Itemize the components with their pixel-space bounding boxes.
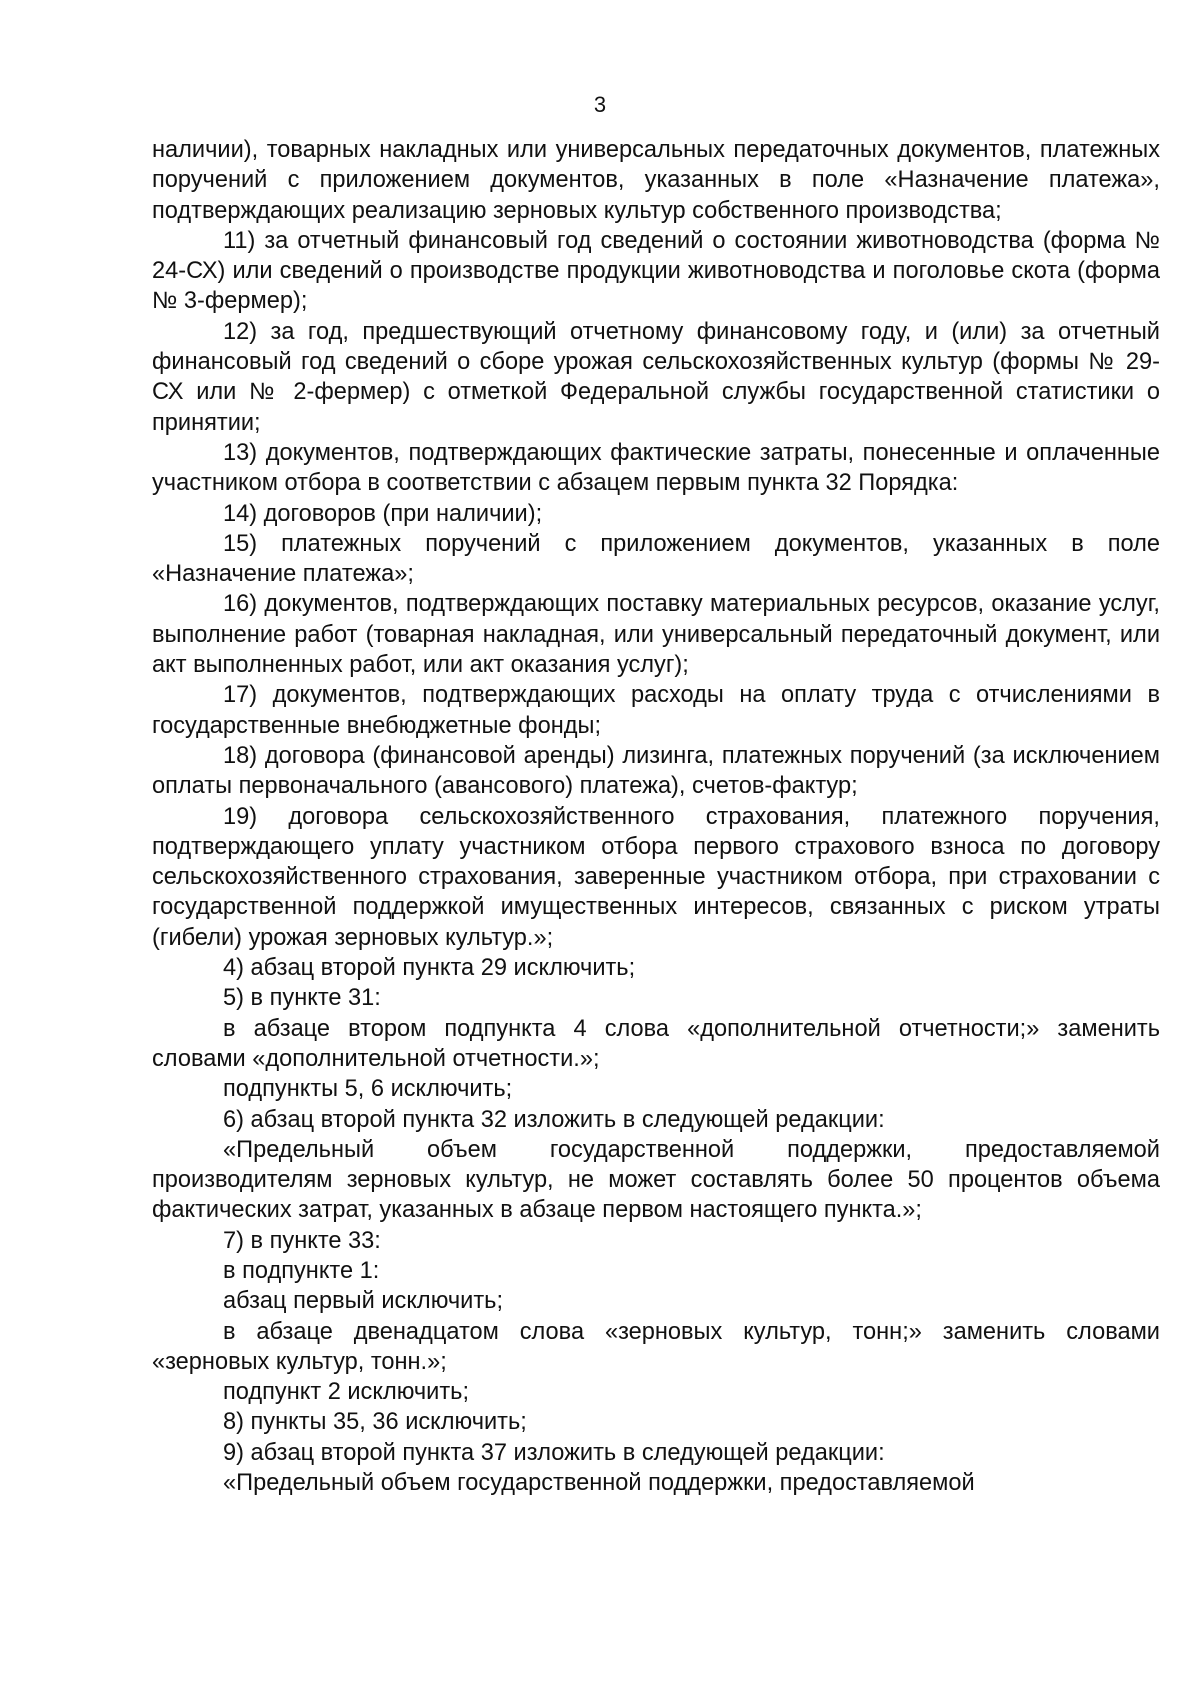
paragraph-amendment-5: 5) в пункте 31:	[223, 985, 381, 1012]
paragraph-amendment-9-text: «Предельный объем государственной поддержки, предоставляемой	[223, 1470, 975, 1497]
document-body	[152, 135, 1160, 1498]
paragraph-amendment-5-subitems: подпункты 5, 6 исключить;	[223, 1076, 513, 1103]
paragraph-amendment-9: 9) абзац второй пункта 37 изложить в следующей редакции:	[223, 1439, 885, 1466]
paragraph-item-18: 18) договора (финансовой аренды) лизинга, платежных поручений (за исключением оплаты первоначального (авансового) платежа), счетов-фактур;	[152, 742, 1160, 800]
paragraph-amendment-7-sub1: в подпункте 1:	[223, 1257, 380, 1284]
page-number: 3	[593, 92, 607, 117]
paragraph-item-16: 16) документов, подтверждающих поставку материальных ресурсов, оказание услуг, выполнение работ (товарная накладная, или универсальный передаточный документ, или акт выполненных работ, или акт оказания услуг);	[152, 591, 1160, 679]
paragraph-continuation: наличии), товарных накладных или универсальных передаточных документов, платежных поручений с приложением документов, указанных в поле «Назначение платежа», подтверждающих реализацию зерновых культур собственного производства;	[152, 137, 1160, 224]
paragraph-amendment-6: 6) абзац второй пункта 32 изложить в следующей редакции:	[223, 1106, 885, 1133]
paragraph-amendment-5-text: в абзаце втором подпункта 4 слова «дополнительной отчетности;» заменить словами «дополнительной отчетности.»;	[152, 1015, 1160, 1072]
paragraph-amendment-7-sub2: подпункт 2 исключить;	[223, 1379, 470, 1406]
paragraph-amendment-6-text: «Предельный объем государственной поддержки, предоставляемой производителям зерновых культур, не может составлять более 50 процентов объема фактических затрат, указанных в абзаце первом настоящего пункта.»;	[152, 1136, 1160, 1224]
paragraph-amendment-7-twelfth: в абзаце двенадцатом слова «зерновых культур, тонн;» заменить словами «зерновых культур, тонн.»;	[152, 1318, 1160, 1375]
paragraph-item-12: 12) за год, предшествующий отчетному финансовому году, и (или) за отчетный финансовый год сведений о сборе урожая сельскохозяйственных культур (формы № 29-СХ или № 2-фермер) с отметкой Федеральной службы государственной статистики о принятии;	[152, 318, 1160, 436]
paragraph-amendment-7: 7) в пункте 33:	[223, 1227, 381, 1254]
paragraph-item-17: 17) документов, подтверждающих расходы на оплату труда с отчислениями в государственные внебюджетные фонды;	[152, 682, 1160, 739]
paragraph-item-15: 15) платежных поручений с приложением документов, указанных в поле «Назначение платежа»;	[152, 530, 1160, 588]
paragraph-item-14: 14) договоров (при наличии);	[223, 500, 543, 527]
paragraph-amendment-4: 4) абзац второй пункта 29 исключить;	[223, 955, 636, 982]
paragraph-item-11: 11) за отчетный финансовый год сведений о состоянии животноводства (форма № 24-СХ) или сведений о производстве продукции животноводства и поголовье скота (форма № 3-фермер);	[152, 227, 1160, 315]
paragraph-amendment-7-first: абзац первый исключить;	[223, 1288, 504, 1315]
paragraph-item-13: 13) документов, подтверждающих фактические затраты, понесенные и оплаченные участником отбора в соответствии с абзацем первым пункта 32 Порядка:	[152, 439, 1160, 497]
paragraph-item-19: 19) договора сельскохозяйственного страхования, платежного поручения, подтверждающего уплату участником отбора первого страхового взноса по договору сельскохозяйственного страхования, заверенные участником отбора, при страховании с государственной поддержкой имущественных интересов, связанных с риском утраты (гибели) урожая зерновых культур.»;	[152, 803, 1160, 951]
paragraph-amendment-8: 8) пункты 35, 36 исключить;	[223, 1409, 527, 1436]
